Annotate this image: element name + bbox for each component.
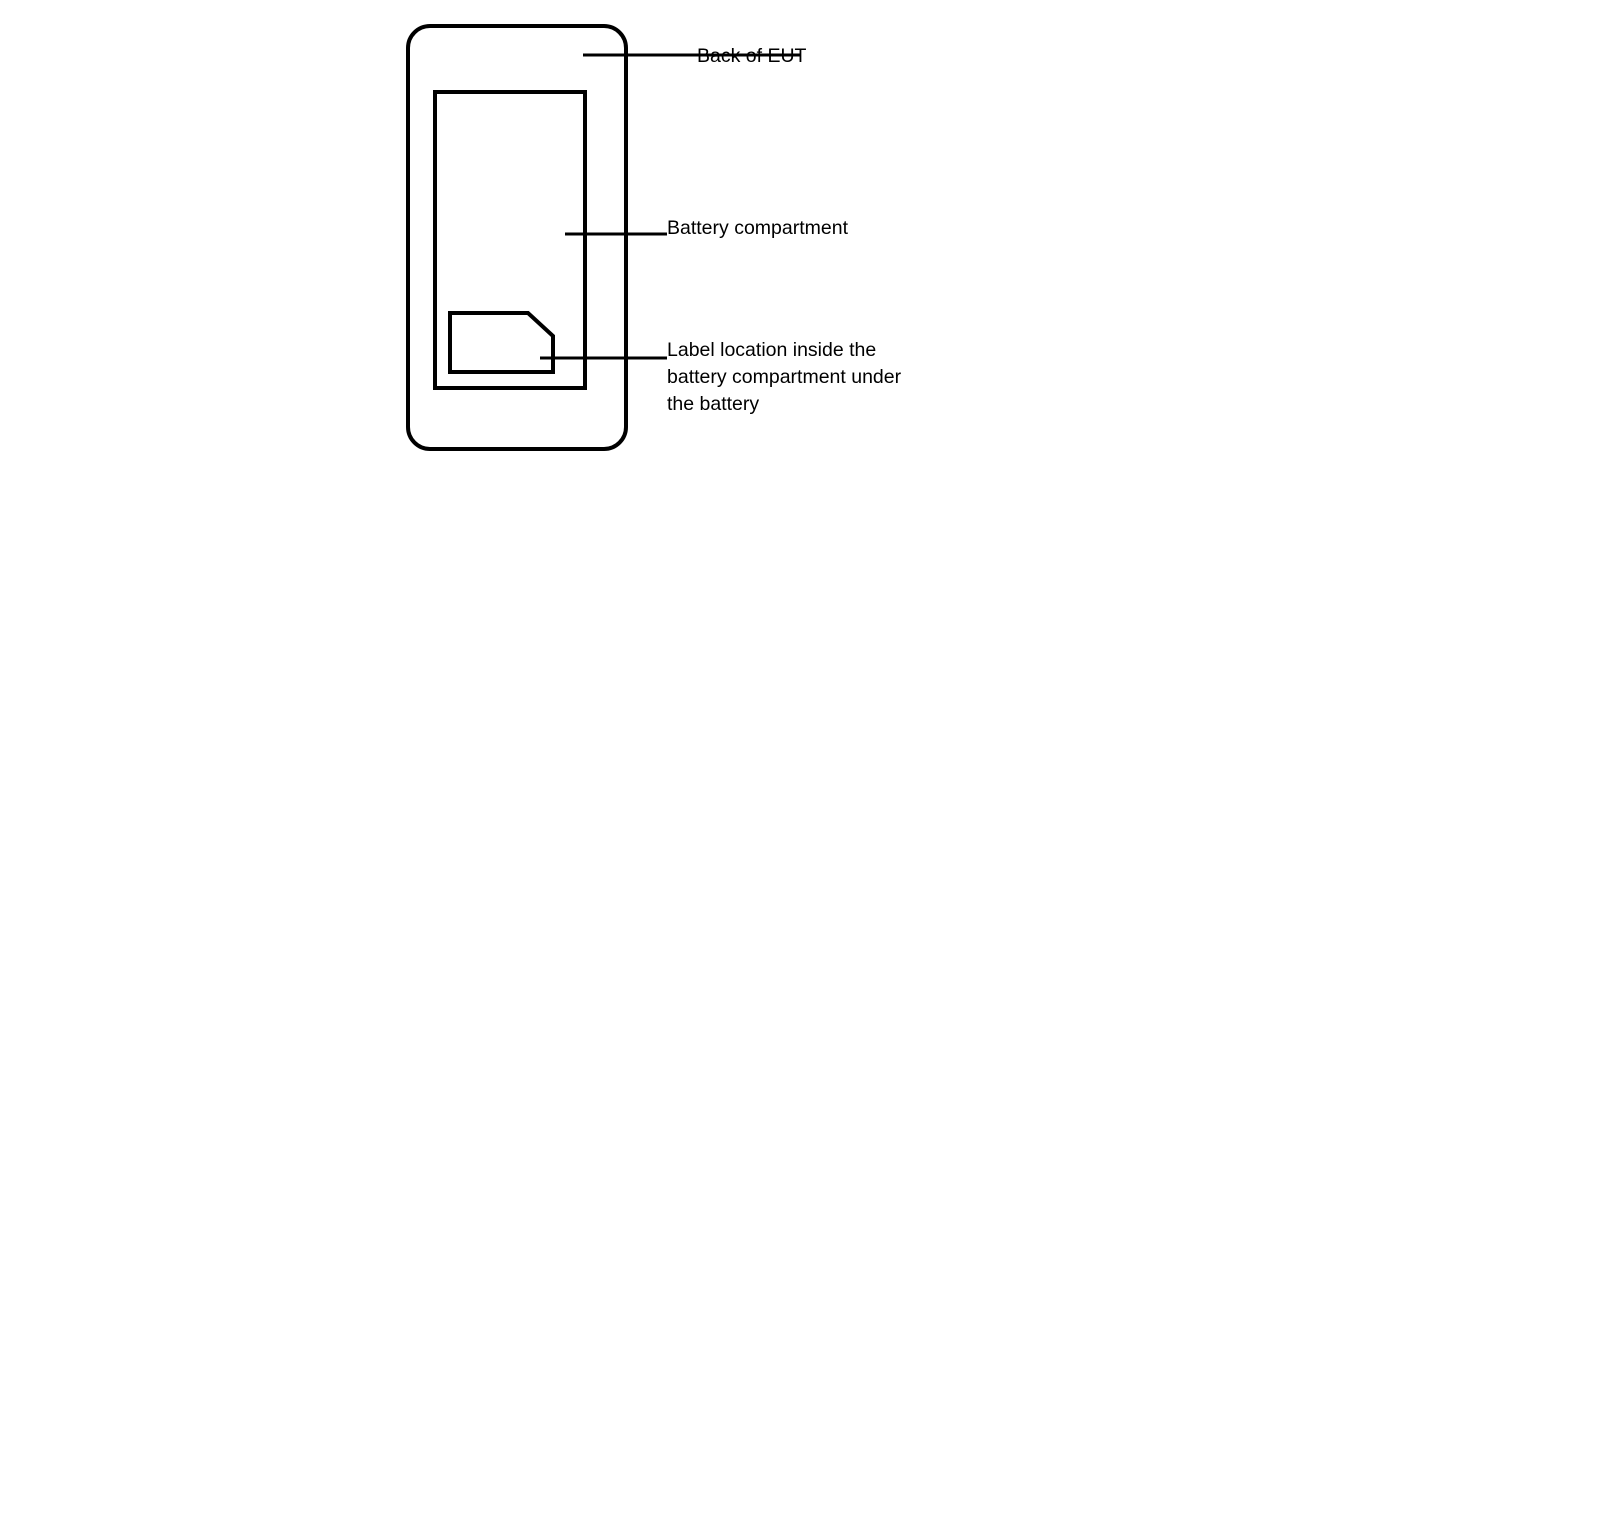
device-outline-shape: [408, 26, 626, 449]
callout-label-battery-compartment: Battery compartment: [667, 217, 848, 239]
label-shape: [450, 313, 553, 372]
battery-compartment-shape: [435, 92, 585, 388]
callout-label-label-location: Label location inside the battery compartment under the battery: [667, 339, 902, 415]
callout-label-back-of-eut: Back of EUT: [697, 45, 807, 67]
